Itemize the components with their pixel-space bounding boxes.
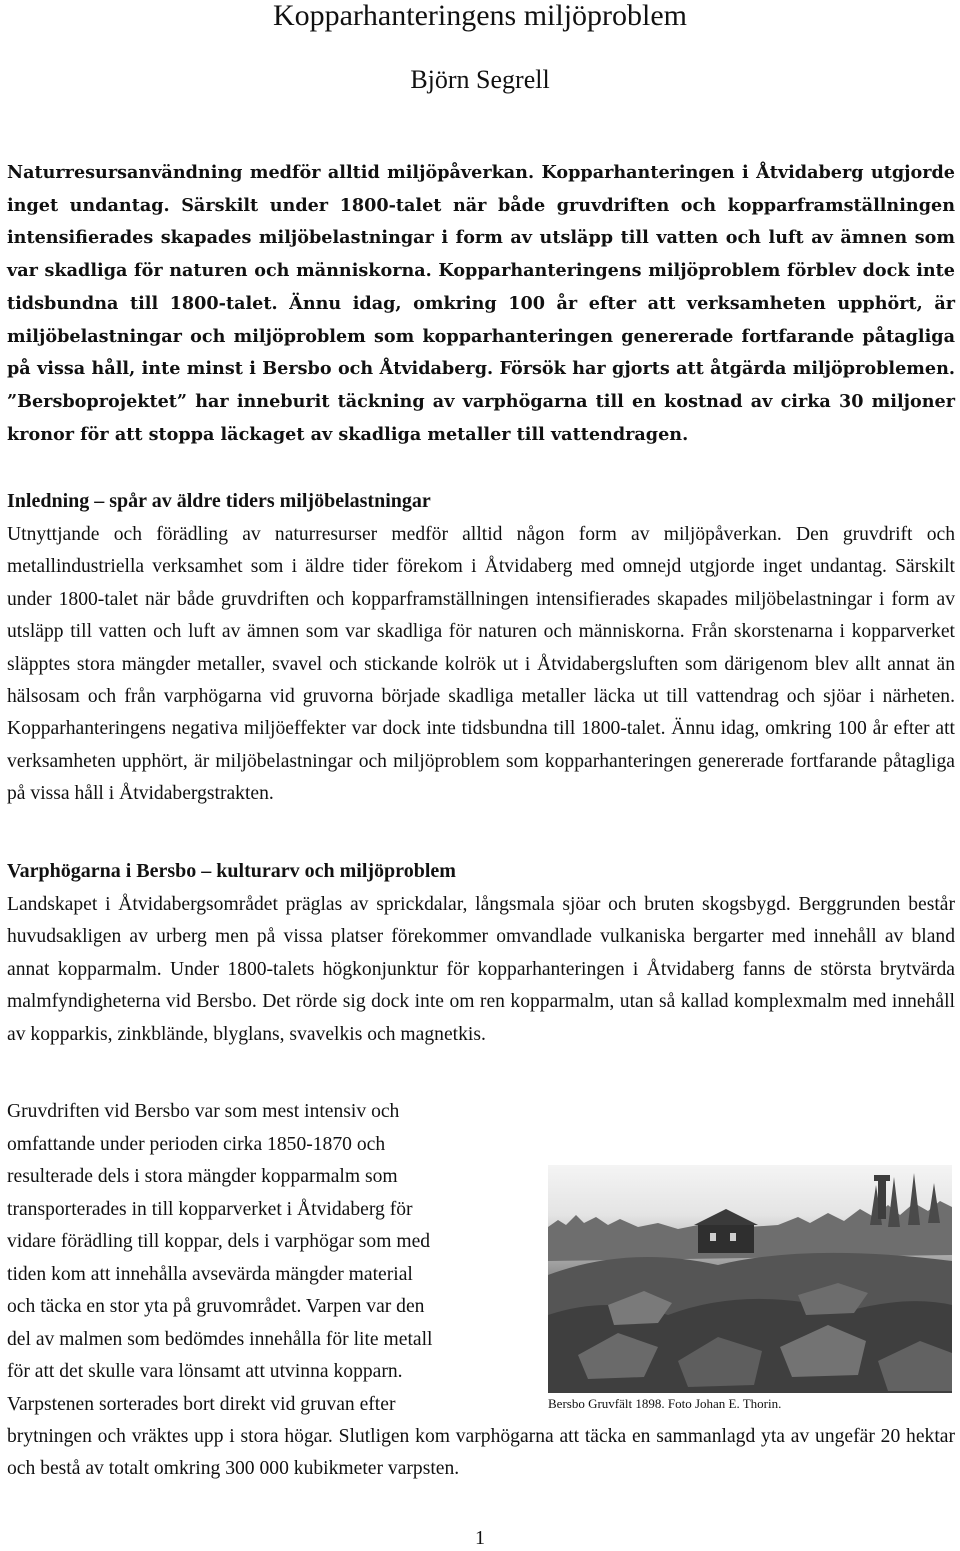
text-line: omfattande under perioden cirka 1850-1870 och <box>7 1133 386 1155</box>
text-line: tiden kom att innehålla avsevärda mängder material <box>7 1263 413 1285</box>
page-title: Kopparhanteringens miljöproblem <box>272 0 688 32</box>
page-number: 1 <box>475 1527 485 1549</box>
text-line: för att det skulle vara lönsamt att utvinna kopparn. <box>7 1361 403 1382</box>
author-name: Björn Segrell <box>410 65 550 94</box>
section-heading-varphogarna: Varphögarna i Bersbo – kulturarv och miljöproblem <box>7 860 456 882</box>
varphogarna-paragraph-1: Landskapet i Åtvidabergsområdet präglas av sprickdalar, långsmala sjöar och bruten skogsbygd. Berggrunden består huvudsakligen av urberg men på vissa platser förekommer omvandlade vulkaniska bergarter med innehåll av bland annat kopparmalm. Under 1800-talets högkonjunktur för kopparhanteringen i Åtvidaberg fanns de största brytvärda malmfyndigheterna vid Bersbo. Det rörde sig dock inte om ren kopparmalm, utan så kallad komplexmalm med innehåll av kopparkis, zinkblände, blyglans, svavelkis och magnetkis. <box>7 894 955 1045</box>
text-line: del av malmen som bedömdes innehålla för lite metall <box>7 1328 433 1350</box>
text-line: och täcka en stor yta på gruvområdet. Varpen var den <box>7 1296 425 1317</box>
text-line: vidare förädling till koppar, dels i varphögar som med <box>7 1231 431 1252</box>
introduction-paragraph: Utnyttjande och förädling av naturresurser medför alltid någon form av miljöpåverkan. Den gruvdrift och metallindustriella verksamhet som i äldre tider förekom i Åtvidaberg med omnejd utgjorde inget undantag. Särskilt under 1800-talet när både gruvdriften och kopparframställningen intensifierades skapades miljöbelastningar i form av utsläpp till vatten och luft av ämnen som var skadliga för naturen och människorna. Från skorstenarna i kopparverket släpptes stora mängder metaller, svavel och stickande kolrök ut i Åtvidabergsluften som därigenom blev allt annat än hälsosam och från varphögarna vid gruvorna började skadliga metaller läcka ut till vattendrag och sjöar i närheten. Kopparhanteringens negativa miljöeffekter var dock inte tidsbundna till 1800-talet. Ännu idag, omkring 100 år efter att verksamheten upphört, är miljöbelastningar och miljöproblem som kopparhanteringen genererade fortfarande påtagliga på vissa håll i Åtvidabergstrakten. <box>7 524 955 805</box>
photo-illustration <box>548 1165 952 1393</box>
text-line: resulterade dels i stora mängder kopparmalm som <box>7 1166 398 1187</box>
text-line: transporterades in till kopparverket i Åtvidaberg för <box>7 1198 413 1220</box>
photo-caption: Bersbo Gruvfält 1898. Foto Johan E. Thorin. <box>548 1396 782 1411</box>
section-heading-introduction: Inledning – spår av äldre tiders miljöbelastningar <box>7 490 431 512</box>
text-continuation: brytningen och vräktes upp i stora högar. Slutligen kom varphögarna att täcka en sammanlagd yta av ungefär 20 hektar och bestå av totalt omkring 300 000 kubikmeter varpsten. <box>7 1426 955 1480</box>
text-line: Gruvdriften vid Bersbo var som mest intensiv och <box>7 1101 400 1122</box>
abstract-paragraph: Naturresursanvändning medför alltid miljöpåverkan. Kopparhanteringen i Åtvidaberg utgjorde inget undantag. Särskilt under 1800-talet när både gruvdriften och kopparframställningen intensifierades skapades miljöbelastningar i form av utsläpp till vatten och luft av ämnen som var skadliga för naturen och människorna. Kopparhanteringens miljöproblem förblev dock inte tidsbundna till 1800-talet. Ännu idag, omkring 100 år efter att verksamheten upphört, är miljöbelastningar och miljöproblem som kopparhanteringen genererade fortfarande påtagliga på vissa håll, inte minst i Bersbo och Åtvidaberg. Försök har gjorts att åtgärda miljöproblemen. ”Bersboprojektet” har inneburit täckning av varphögarna till en kostnad av cirka 30 miljoner kronor för att stoppa läckaget av skadliga metaller till vattendragen. <box>7 162 955 445</box>
mine-field-photo <box>548 1165 952 1393</box>
text-line: Varpstenen sorterades bort direkt vid gruvan efter <box>7 1393 396 1415</box>
